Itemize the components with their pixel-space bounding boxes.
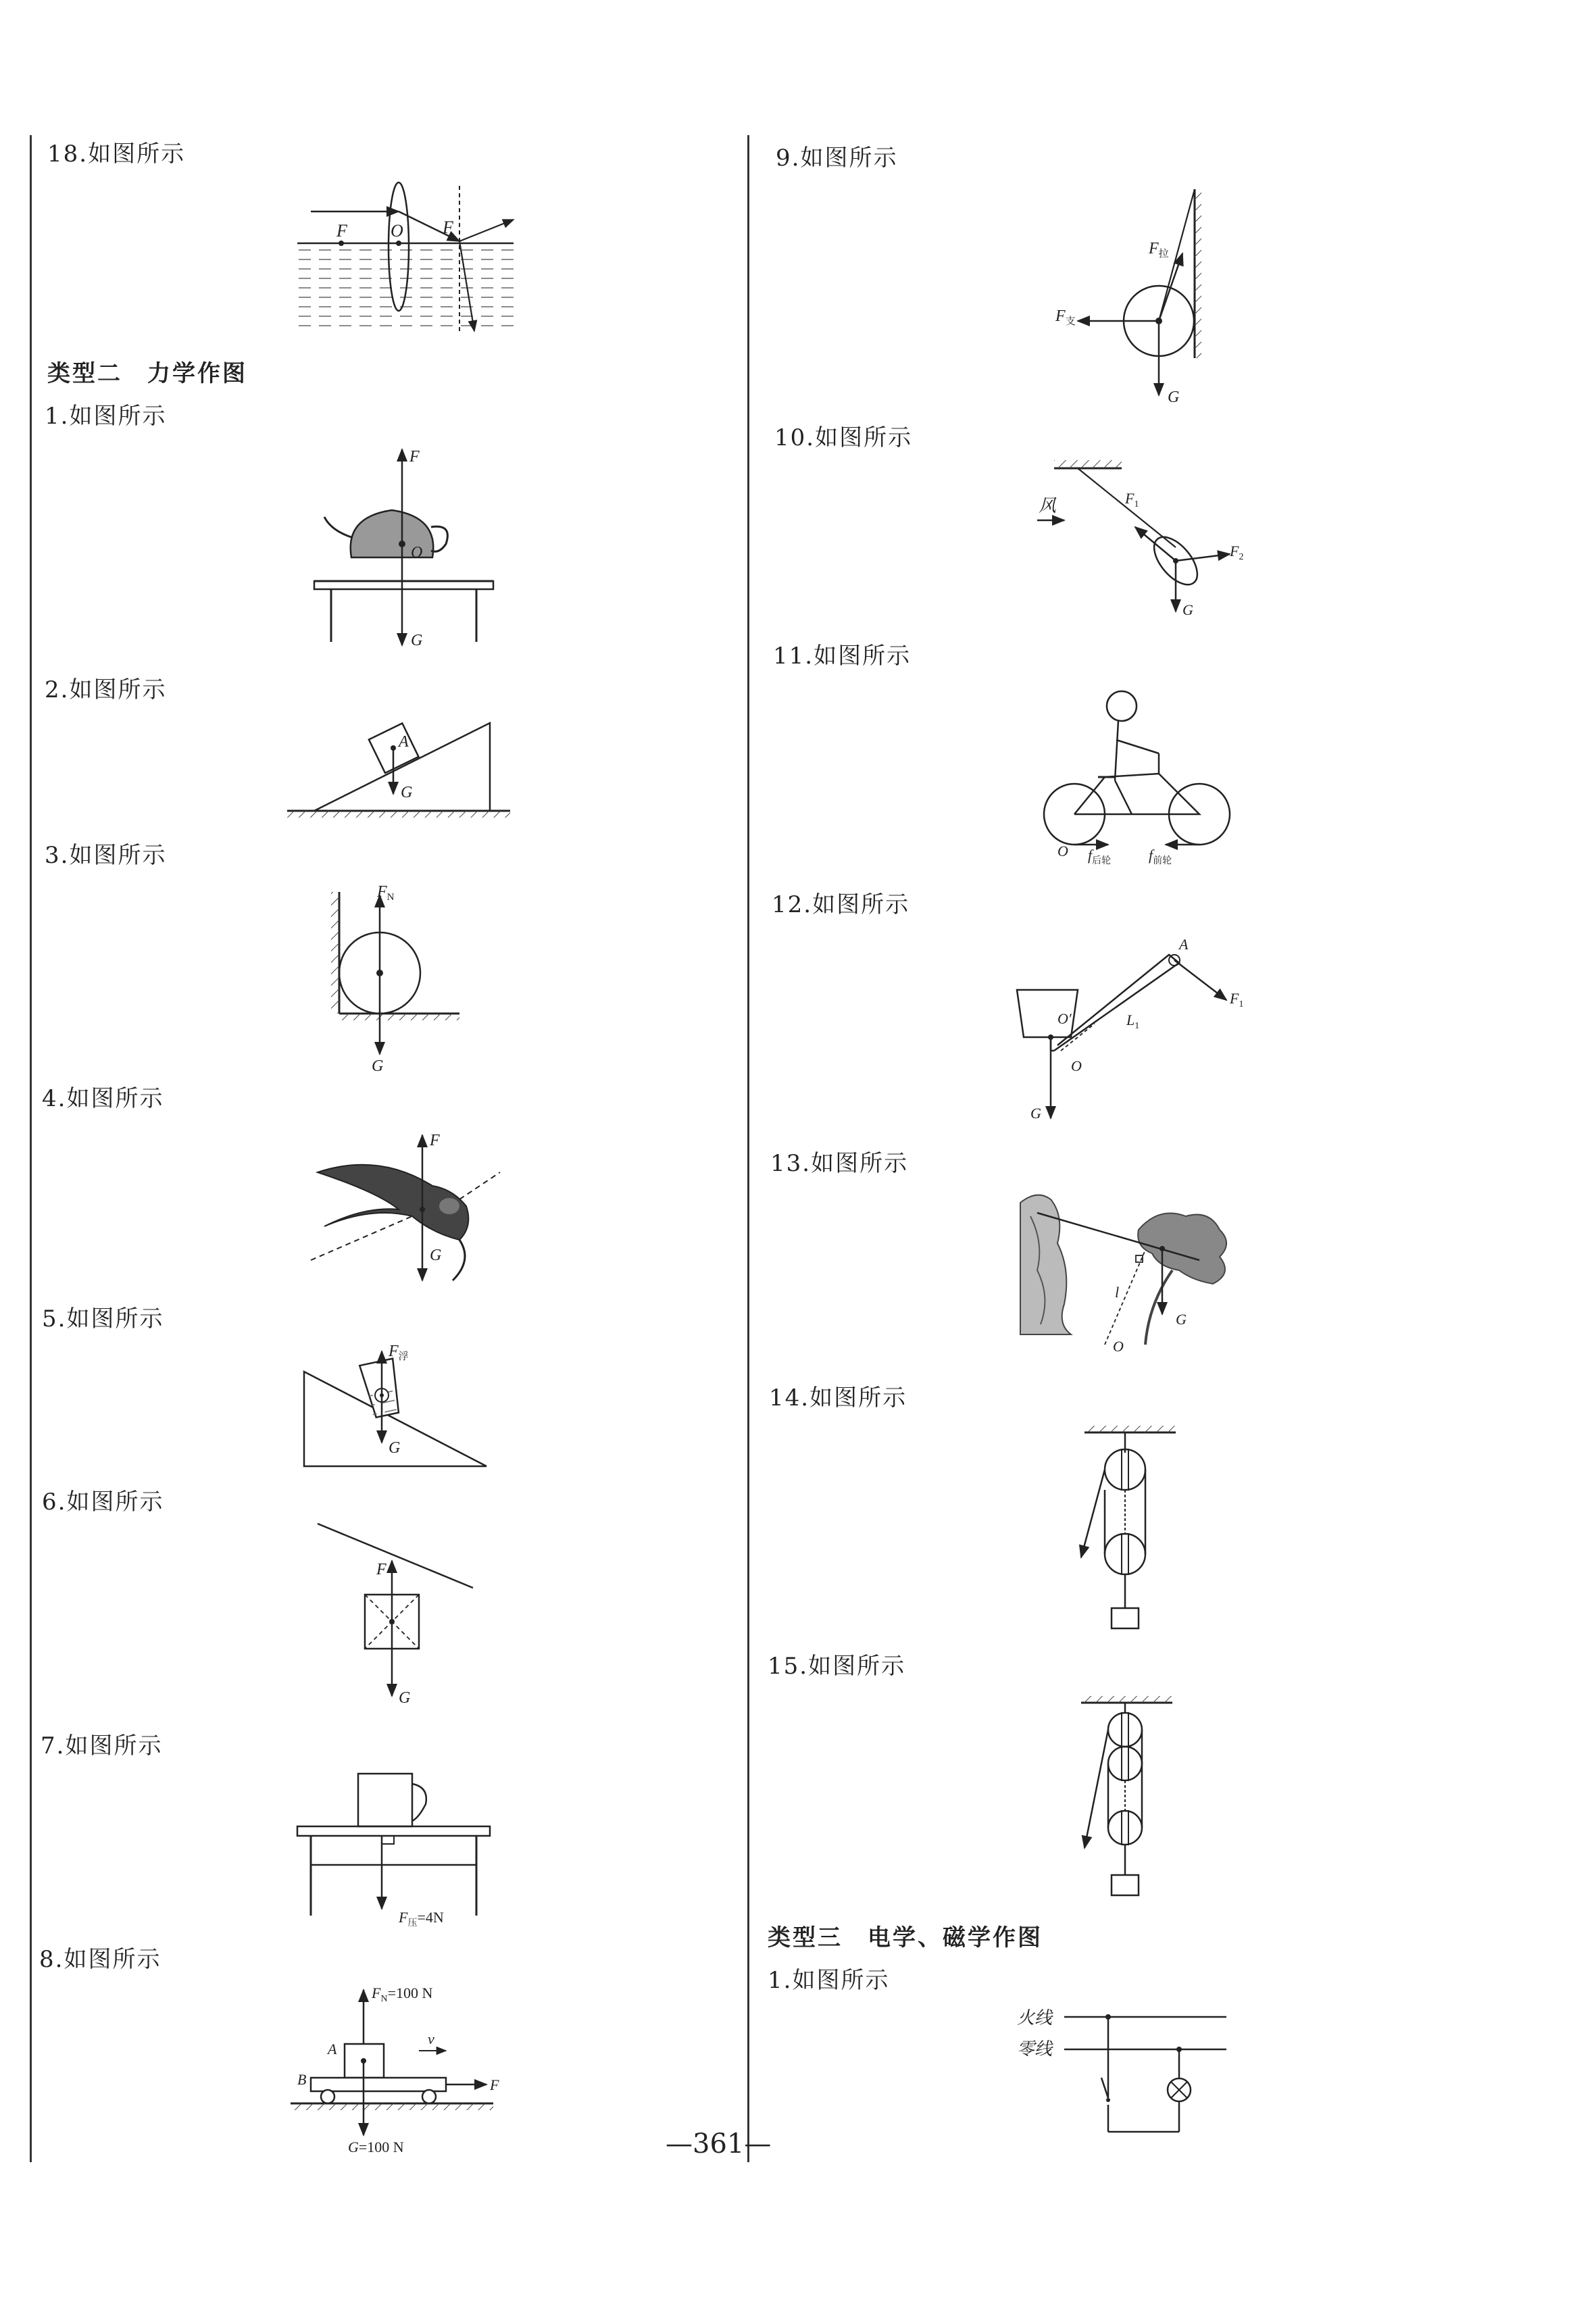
f13-G: G [1176, 1311, 1187, 1328]
e1-neutral-wire: 零线 [1017, 2039, 1053, 2059]
q6-label: 6.如图所示 [42, 1489, 164, 1516]
f11-f-front: $f_{前轮}$ [1149, 847, 1172, 866]
figure-18-lens [297, 179, 520, 341]
figure-e1-circuit [1014, 2003, 1237, 2139]
f2-G: G [401, 784, 413, 801]
figure-11-bicycle [1034, 679, 1243, 875]
f1-G: G [411, 632, 423, 649]
f18-F-left: F [336, 221, 347, 241]
left-margin-rule [30, 135, 32, 2162]
figure-3-ball-wall [331, 882, 473, 1075]
f9-F-support: $F_支$ [1055, 307, 1076, 327]
f11-f-rear: $f_{后轮}$ [1088, 847, 1112, 866]
figure-8-cart [284, 1983, 507, 2159]
f8-F: F [490, 2076, 499, 2093]
figure-10-wind [1024, 456, 1247, 625]
f12-O: O [1071, 1057, 1082, 1074]
figure-6-box [314, 1520, 483, 1716]
figure-9-ball-rope [1047, 186, 1223, 409]
figure-2-incline [287, 703, 517, 824]
f9-F-pull: $F_拉$ [1149, 240, 1169, 259]
f12-F: $F_1$ [1230, 990, 1244, 1009]
f4-F: F [430, 1132, 440, 1149]
f12-O1: O′ [1057, 1010, 1072, 1027]
f7-F: $F_压=4N$ [399, 1909, 444, 1928]
q12-label: 12.如图所示 [772, 891, 910, 918]
f18-F-right: F [443, 218, 453, 237]
q8-label: 8.如图所示 [39, 1946, 161, 1973]
f8-G: G=100 N [348, 2139, 404, 2155]
q13-label: 13.如图所示 [770, 1150, 909, 1177]
figure-7-cup-table [294, 1764, 497, 1932]
q7-label: 7.如图所示 [41, 1732, 163, 1759]
f8-v: v [428, 2030, 434, 2047]
f10-wind: 风 [1039, 496, 1057, 516]
f5-F: $F_浮$ [389, 1343, 409, 1362]
figure-1-teapot [311, 443, 500, 652]
f9-G: G [1168, 389, 1180, 406]
f12-G: G [1030, 1105, 1041, 1122]
q15-label: 15.如图所示 [768, 1653, 906, 1680]
f8-FN: $F_N=100$ N [372, 1984, 433, 2004]
section-2-heading: 类型二 力学作图 [47, 360, 247, 387]
figure-13-cliff [1017, 1189, 1247, 1365]
q10-label: 10.如图所示 [774, 424, 913, 451]
f1-F: F [409, 448, 420, 466]
q18-label: 18.如图所示 [47, 141, 186, 168]
f6-G: G [399, 1689, 411, 1707]
f2-A: A [399, 733, 409, 751]
q4-label: 4.如图所示 [42, 1085, 164, 1112]
f8-A: A [328, 2041, 337, 2057]
section-3-heading: 类型三 电学、磁学作图 [768, 1924, 1043, 1951]
q9-label: 9.如图所示 [776, 145, 898, 172]
f4-G: G [430, 1247, 442, 1264]
f5-G: G [389, 1439, 401, 1457]
q11-label: 11.如图所示 [773, 643, 912, 670]
q5-label: 5.如图所示 [42, 1305, 164, 1332]
f18-O: O [391, 221, 403, 241]
f10-F2: $F_2$ [1230, 543, 1244, 562]
q2-label: 2.如图所示 [45, 676, 167, 703]
f13-O: O [1113, 1338, 1124, 1355]
figure-14-pulleys [1074, 1422, 1189, 1639]
f1-O: O [411, 544, 423, 561]
f6-F: F [376, 1561, 386, 1578]
figure-15-pulleys [1071, 1693, 1186, 1909]
f13-l: l [1115, 1284, 1120, 1301]
page-number: —361— [666, 2128, 772, 2159]
f8-B: B [297, 2071, 307, 2088]
q14-label: 14.如图所示 [769, 1384, 907, 1412]
f12-A: A [1179, 936, 1189, 953]
e1-label: 1.如图所示 [768, 1967, 890, 1994]
e1-live-wire: 火线 [1017, 2008, 1053, 2028]
f11-O: O [1057, 843, 1068, 859]
f3-G: G [372, 1057, 384, 1075]
column-divider [747, 135, 749, 2162]
q1-label: 1.如图所示 [45, 403, 167, 430]
figure-4-swallow [297, 1125, 507, 1287]
q3-label: 3.如图所示 [45, 842, 167, 869]
f3-F: $F_N$ [377, 883, 395, 903]
f10-G: G [1182, 601, 1193, 618]
f10-F1: $F_1$ [1125, 490, 1139, 509]
figure-12-lever [1010, 936, 1253, 1132]
f12-L: $L_1$ [1126, 1011, 1140, 1031]
figure-5-buoyancy [297, 1341, 493, 1476]
